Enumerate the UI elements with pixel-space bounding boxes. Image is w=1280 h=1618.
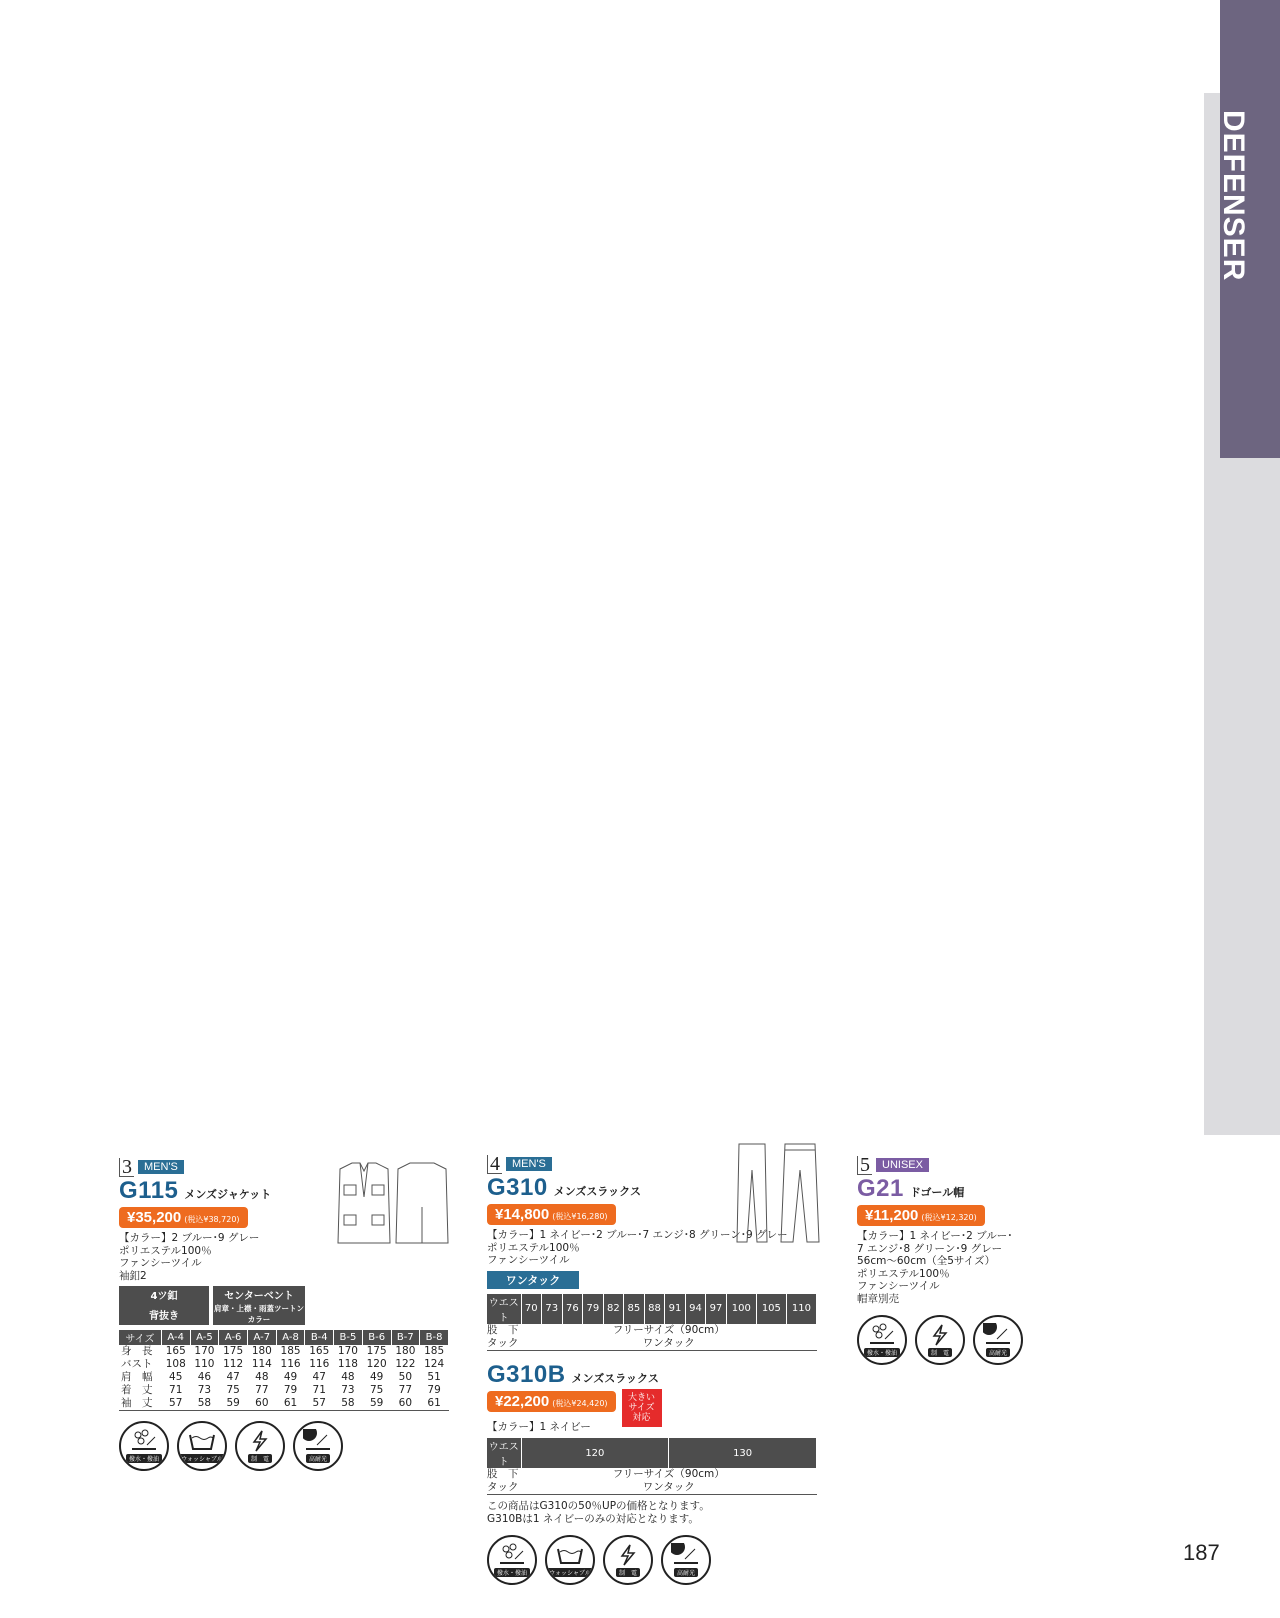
- large-size-badge: [622, 1389, 662, 1427]
- badge-line: サイズ: [628, 1402, 655, 1413]
- product-code-row: [487, 1361, 817, 1389]
- desc-line: ファンシーツイル: [487, 1254, 570, 1266]
- icon-label: 撥水・撥油: [494, 1568, 530, 1577]
- icon-label: 制 電: [616, 1568, 640, 1577]
- size-cell: 60: [391, 1397, 420, 1411]
- desc-line: 【カラー】1 ネイビー･2 ブルー･: [857, 1230, 1013, 1242]
- antistatic-icon: [603, 1535, 653, 1585]
- size-cell: 61: [420, 1397, 449, 1411]
- antistatic-icon: [915, 1315, 965, 1365]
- category-badge: MEN'S: [506, 1157, 552, 1171]
- size-cell: 45: [169, 1371, 183, 1383]
- antistatic-icon: [235, 1421, 285, 1471]
- price: ¥22,200: [495, 1392, 550, 1410]
- product-code: G21: [857, 1175, 904, 1202]
- tuck-value: ワンタック: [521, 1337, 817, 1351]
- waist-header-cell: 85: [624, 1294, 645, 1324]
- size-cell: 48: [341, 1371, 355, 1383]
- washable-icon: [177, 1421, 227, 1471]
- waist-header-cell: 79: [583, 1294, 604, 1324]
- price-tax: (税込¥38,720): [184, 1215, 240, 1224]
- feature-cell: 背抜き: [119, 1303, 211, 1325]
- icon-label: 高耐光: [306, 1454, 330, 1463]
- icon-label: 撥水・撥油: [864, 1348, 900, 1357]
- size-cell: 51: [427, 1371, 441, 1383]
- price: ¥14,800: [495, 1206, 550, 1223]
- waist-header-cell: 76: [562, 1294, 583, 1324]
- size-row: [119, 1345, 449, 1358]
- desc-line: 【カラー】1 ネイビー･2 ブルー･7 エンジ･8 グリーン･9 グレー: [487, 1229, 788, 1241]
- waist-header-cell: 100: [726, 1294, 756, 1324]
- size-cell: 59: [362, 1397, 391, 1411]
- price-tag: [119, 1207, 248, 1228]
- inseam-value: フリーサイズ（90cm）: [612, 1468, 725, 1480]
- size-cell: 116: [280, 1358, 301, 1370]
- desc-line: 7 エンジ･8 グリーン･9 グレー: [857, 1242, 1003, 1255]
- size-cell: 73: [197, 1384, 212, 1396]
- desc-line: 帽章別売: [857, 1292, 899, 1305]
- product-g21: [857, 1153, 1057, 1365]
- feature-icons: [487, 1535, 817, 1585]
- waist-header-cell: 88: [644, 1294, 665, 1324]
- icon-label: 制 電: [248, 1454, 272, 1463]
- desc-line: ファンシーツイル: [857, 1280, 940, 1292]
- size-header-cell: B-7: [391, 1330, 420, 1345]
- washable-icon: [545, 1535, 595, 1585]
- size-header-cell: B-4: [305, 1330, 334, 1345]
- feature-cell: センターベント: [211, 1286, 307, 1303]
- size-header-row: [119, 1330, 449, 1345]
- feature-icons: [119, 1421, 449, 1471]
- size-header-cell: サイズ: [119, 1330, 161, 1345]
- size-header-cell: B-6: [362, 1330, 391, 1345]
- size-cell: 79: [427, 1384, 441, 1396]
- price: ¥35,200: [127, 1209, 182, 1226]
- size-cell: 49: [369, 1371, 384, 1383]
- waist-table: [487, 1438, 817, 1495]
- product-code-row: [857, 1175, 1057, 1203]
- size-header-cell: A-6: [219, 1330, 248, 1345]
- size-row: [119, 1384, 449, 1397]
- tuck-value: ワンタック: [521, 1481, 817, 1495]
- icon-label: ウォッシャブル: [546, 1568, 593, 1577]
- size-cell: 170: [337, 1345, 358, 1357]
- size-cell: 165: [309, 1345, 330, 1357]
- size-row-label: バスト: [121, 1358, 153, 1370]
- size-cell: 75: [369, 1384, 384, 1396]
- size-row-label: 着 丈: [121, 1384, 153, 1396]
- product-name: メンズスラックス: [571, 1371, 659, 1385]
- waist-header-cell: 70: [521, 1294, 542, 1324]
- note-line: この商品はG310の50％UPの価格となります。: [487, 1500, 710, 1512]
- icon-label: 高耐光: [986, 1348, 1010, 1357]
- size-cell: 47: [226, 1371, 240, 1383]
- size-row: [119, 1358, 449, 1371]
- desc-line: ファンシーツイル: [119, 1257, 202, 1269]
- desc-line: 56cm〜60cm（全5サイズ）: [857, 1255, 996, 1267]
- inseam-value: フリーサイズ（90cm）: [612, 1323, 725, 1336]
- feature-table: [119, 1286, 309, 1325]
- icon-label: 制 電: [928, 1348, 952, 1357]
- brand-logo: DEFENSER: [1217, 110, 1250, 282]
- size-cell: 108: [165, 1358, 186, 1370]
- size-cell: 61: [276, 1397, 305, 1411]
- waist-table: [487, 1294, 817, 1351]
- size-cell: 170: [194, 1345, 215, 1357]
- item-header: [857, 1153, 1057, 1176]
- product-g310b: [487, 1361, 817, 1586]
- feature-cell: 肩章・上襟・雨蓋ツートンカラー: [211, 1303, 307, 1325]
- size-cell: 57: [161, 1397, 190, 1411]
- feature-cell: 4ツ釦: [119, 1286, 211, 1303]
- product-code: G115: [119, 1177, 179, 1204]
- product-description: [857, 1230, 1057, 1305]
- tuck-row: [487, 1337, 817, 1351]
- inseam-label: 股 下: [487, 1323, 519, 1336]
- inseam-row: [487, 1468, 817, 1481]
- size-cell: 50: [398, 1371, 413, 1383]
- desc-line: 袖釦2: [119, 1269, 147, 1282]
- waist-header-cell: 110: [786, 1294, 816, 1324]
- price-tax: (税込¥16,280): [552, 1212, 608, 1221]
- inseam-row: [487, 1324, 817, 1337]
- price: ¥11,200: [865, 1207, 919, 1224]
- slacks-sketch: [735, 1140, 825, 1245]
- water-repellent-icon: [119, 1421, 169, 1471]
- size-cell: 118: [337, 1358, 358, 1370]
- size-cell: 79: [283, 1384, 298, 1396]
- product-name: メンズジャケット: [184, 1188, 272, 1201]
- product-code: G310B: [487, 1360, 566, 1388]
- size-cell: 46: [197, 1371, 212, 1383]
- size-row: [119, 1397, 449, 1411]
- size-cell: 58: [190, 1397, 219, 1411]
- waist-header-cell: 73: [542, 1294, 563, 1324]
- size-cell: 48: [255, 1371, 269, 1383]
- size-cell: 71: [169, 1384, 183, 1396]
- size-cell: 175: [366, 1345, 387, 1357]
- product-name: メンズスラックス: [553, 1185, 642, 1198]
- water-repellent-icon: [487, 1535, 537, 1585]
- icon-label: ウォッシャブル: [178, 1454, 225, 1463]
- size-cell: 185: [424, 1345, 445, 1357]
- tuck-label: タック: [487, 1481, 521, 1495]
- desc-line: ポリエステル100％: [857, 1267, 950, 1280]
- size-cell: 58: [334, 1397, 363, 1411]
- size-cell: 120: [366, 1358, 387, 1370]
- jacket-sketch: [330, 1157, 455, 1245]
- item-number: 4: [487, 1155, 502, 1174]
- item-number: 5: [857, 1156, 872, 1175]
- size-table: [119, 1330, 449, 1411]
- size-cell: 122: [395, 1358, 416, 1370]
- size-cell: 185: [280, 1345, 301, 1357]
- size-cell: 110: [194, 1358, 215, 1370]
- note-line: G310Bは1 ネイビーのみの対応となります。: [487, 1512, 699, 1525]
- size-header-cell: B-5: [334, 1330, 363, 1345]
- tuck-label: タック: [487, 1337, 521, 1351]
- size-cell: 60: [247, 1397, 276, 1411]
- icon-label: 高耐光: [674, 1568, 698, 1577]
- waist-header-cell: 91: [665, 1294, 686, 1324]
- product-name: ドゴール帽: [909, 1186, 965, 1199]
- size-cell: 175: [223, 1345, 244, 1357]
- feature-icons: [857, 1315, 1057, 1365]
- waist-header-cell: 120: [521, 1438, 669, 1468]
- light-resistant-icon: [973, 1315, 1023, 1365]
- category-badge: MEN'S: [138, 1160, 184, 1174]
- size-cell: 116: [309, 1358, 330, 1370]
- size-cell: 59: [219, 1397, 248, 1411]
- badge-line: 対応: [632, 1412, 651, 1423]
- tuck-badge: ワンタック: [487, 1271, 579, 1289]
- desc-line: 【カラー】1 ネイビー: [487, 1420, 591, 1433]
- size-cell: 57: [305, 1397, 334, 1411]
- inseam-label: 股 下: [487, 1468, 519, 1480]
- price-tag: [487, 1391, 616, 1412]
- desc-line: ポリエステル100％: [487, 1241, 580, 1254]
- price-tax: (税込¥24,420): [552, 1398, 608, 1408]
- size-cell: 124: [424, 1358, 445, 1370]
- category-badge: UNISEX: [876, 1158, 929, 1172]
- waist-header-row: [487, 1294, 817, 1324]
- size-cell: 77: [398, 1384, 413, 1396]
- size-header-cell: A-7: [247, 1330, 276, 1345]
- size-cell: 180: [251, 1345, 272, 1357]
- page-number: 187: [1183, 1540, 1220, 1565]
- size-cell: 71: [312, 1384, 326, 1396]
- waist-header-cell: 97: [706, 1294, 727, 1324]
- size-header-cell: A-5: [190, 1330, 219, 1345]
- size-row-label: 肩 幅: [121, 1371, 153, 1383]
- light-resistant-icon: [293, 1421, 343, 1471]
- size-cell: 165: [165, 1345, 186, 1357]
- waist-header-row: [487, 1438, 817, 1468]
- product-code: G310: [487, 1174, 548, 1201]
- size-cell: 75: [226, 1384, 240, 1396]
- icon-label: 撥水・撥油: [126, 1454, 162, 1463]
- size-cell: 49: [283, 1371, 298, 1383]
- waist-header-cell: ウエスト: [487, 1294, 521, 1324]
- badge-line: 大きい: [628, 1392, 656, 1403]
- water-repellent-icon: [857, 1315, 907, 1365]
- size-cell: 180: [395, 1345, 416, 1357]
- size-cell: 73: [341, 1384, 355, 1396]
- item-number: 3: [119, 1158, 134, 1177]
- waist-header-cell: 105: [756, 1294, 786, 1324]
- size-cell: 112: [223, 1358, 244, 1370]
- size-header-cell: A-8: [276, 1330, 305, 1345]
- waist-header-cell: ウエスト: [487, 1438, 521, 1468]
- desc-line: 【カラー】2 ブルー･9 グレー: [119, 1232, 260, 1244]
- price-tax: (税込¥12,320): [921, 1213, 977, 1222]
- price-tag: [857, 1205, 985, 1226]
- size-row-label: 身 長: [121, 1345, 153, 1357]
- tuck-row: [487, 1481, 817, 1495]
- size-header-cell: A-4: [161, 1330, 190, 1345]
- waist-header-cell: 130: [669, 1438, 817, 1468]
- size-cell: 77: [255, 1384, 269, 1396]
- size-row: [119, 1371, 449, 1384]
- waist-header-cell: 82: [603, 1294, 624, 1324]
- light-resistant-icon: [661, 1535, 711, 1585]
- size-cell: 47: [312, 1371, 326, 1383]
- waist-header-cell: 94: [685, 1294, 706, 1324]
- size-header-cell: B-8: [420, 1330, 449, 1345]
- notes: [487, 1500, 817, 1525]
- size-row-label: 袖 丈: [119, 1397, 161, 1411]
- desc-line: ポリエステル100％: [119, 1244, 212, 1257]
- price-tag: [487, 1204, 616, 1225]
- size-cell: 114: [251, 1358, 272, 1370]
